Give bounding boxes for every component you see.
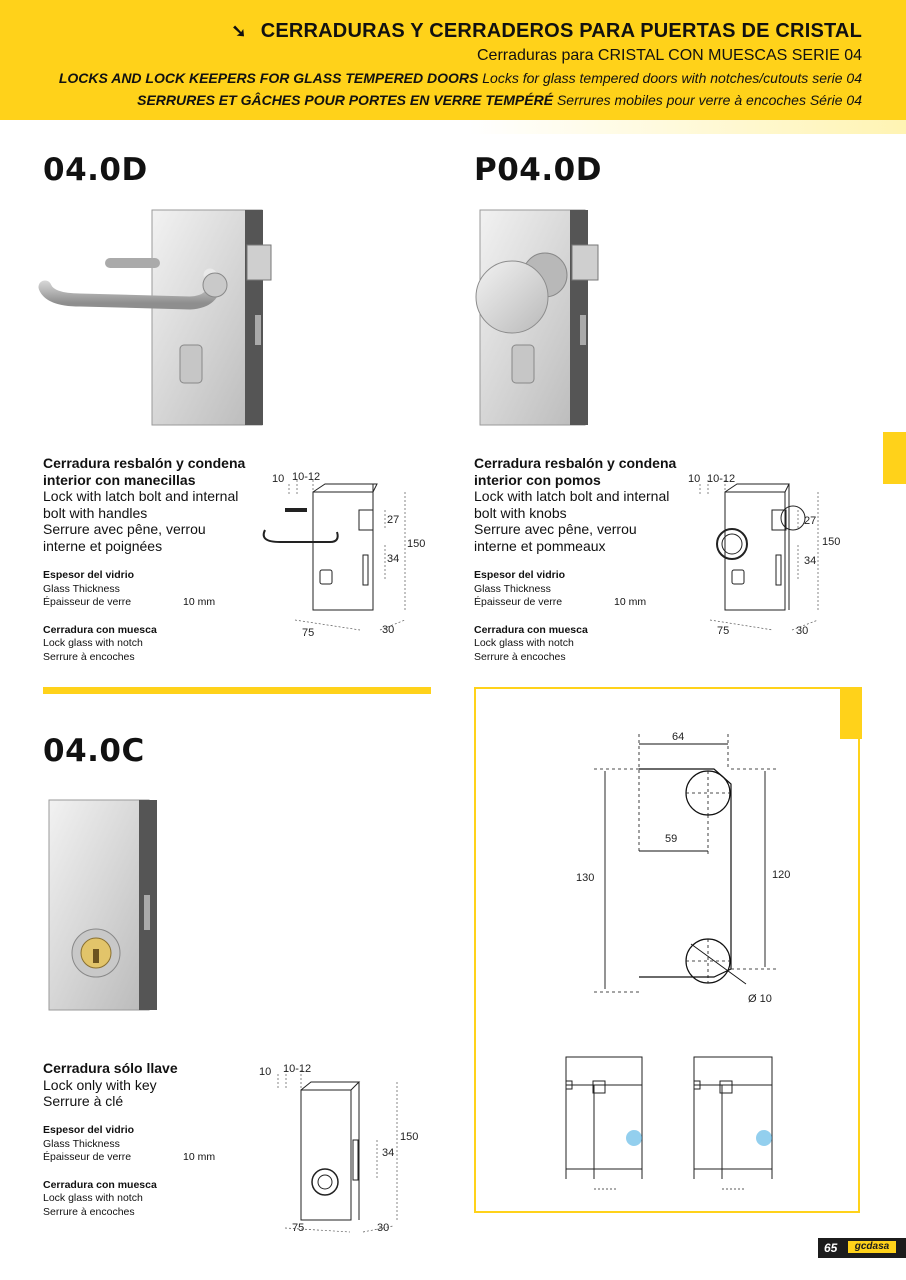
thickness-value: 10 mm <box>614 596 647 608</box>
product-1-specs: Espesor del vidrio Glass Thickness Épaisseur de verre 10 mm Cerradura con muesca Lock glass with notch Serrure à encoches <box>43 569 216 663</box>
cutout-dimension-drawing <box>476 689 858 1211</box>
header-title-es: ➘ CERRADURAS Y CERRADEROS PARA PUERTAS DE CRISTAL <box>231 20 862 42</box>
dim-120: 120 <box>772 869 791 881</box>
dim-150: 150 <box>822 536 841 548</box>
page-header <box>0 0 906 120</box>
dim-34: 34 <box>804 555 817 567</box>
dim-34: 34 <box>382 1147 395 1159</box>
dim-glass: 10 <box>272 473 285 485</box>
dim-130: 130 <box>576 872 595 884</box>
marker-dot-2 <box>756 1130 772 1146</box>
lock-knobs-photo <box>470 205 610 430</box>
dim-64: 64 <box>672 731 685 743</box>
dim-75: 75 <box>717 625 730 637</box>
lock-handles-photo <box>40 205 280 430</box>
dim-glass: 10 <box>259 1066 272 1078</box>
lock-key-drawing <box>255 1060 435 1240</box>
dim-75: 75 <box>302 627 315 639</box>
product-code-04-0c: 04.0C <box>43 733 145 769</box>
section-tab <box>883 432 906 484</box>
product-2-description: Cerradura resbalón y condena interior con pomos Lock with latch bolt and internal bolt with knobs Serrure avec pêne, verrou interne et pommeaux <box>474 455 677 554</box>
dim-27: 27 <box>804 515 817 527</box>
arrow-icon: ➘ <box>231 21 247 41</box>
dim-glass: 10 <box>688 473 701 485</box>
lock-knobs-drawing <box>680 470 860 640</box>
dim-34: 34 <box>387 553 400 565</box>
thickness-value: 10 mm <box>183 596 216 608</box>
header-title-fr: SERRURES ET GÂCHES POUR PORTES EN VERRE TEMPÉRÉ Serrures mobiles pour verre à encoches Série 04 <box>137 92 862 108</box>
brand-logo: gcdasa <box>848 1241 896 1253</box>
product-code-04-0d: 04.0D <box>43 152 148 188</box>
dim-30: 30 <box>377 1222 390 1234</box>
product-3-description: Cerradura sólo llave Lock only with key Serrure à clé <box>43 1060 178 1109</box>
product-code-p04-0d: P04.0D <box>474 152 602 188</box>
header-fade-strip <box>470 120 906 134</box>
product-2-specs: Espesor del vidrio Glass Thickness Épaisseur de verre 10 mm Cerradura con muesca Lock glass with notch Serrure à encoches <box>474 569 647 663</box>
dim-diameter: Ø 10 <box>748 993 772 1005</box>
header-subtitle-es: Cerraduras para CRISTAL CON MUESCAS SERIE 04 <box>476 47 862 64</box>
dim-30: 30 <box>382 624 395 636</box>
header-title-en: LOCKS AND LOCK KEEPERS FOR GLASS TEMPERED DOORS Locks for glass tempered doors with notches/cutouts serie 04 <box>58 70 862 86</box>
dim-27: 27 <box>387 514 400 526</box>
dim-range: 10-12 <box>707 473 736 485</box>
product-1-description: Cerradura resbalón y condena interior con manecillas Lock with latch bolt and internal bolt with handles Serrure avec pêne, verrou interne et poignées <box>43 455 246 554</box>
dim-range: 10-12 <box>283 1063 312 1075</box>
page-number: 65 <box>824 1241 838 1255</box>
section-divider <box>43 687 431 694</box>
thickness-value: 10 mm <box>183 1151 216 1163</box>
dim-150: 150 <box>400 1131 419 1143</box>
dim-150: 150 <box>407 538 426 550</box>
page-footer <box>818 1238 906 1258</box>
product-3-specs: Espesor del vidrio Glass Thickness Épaisseur de verre 10 mm Cerradura con muesca Lock glass with notch Serrure à encoches <box>43 1124 216 1218</box>
dim-59: 59 <box>665 833 678 845</box>
dim-75: 75 <box>292 1222 305 1234</box>
lock-key-photo <box>44 795 169 1015</box>
marker-dot-1 <box>626 1130 642 1146</box>
lock-handles-drawing <box>255 470 435 640</box>
dim-30: 30 <box>796 625 809 637</box>
dim-range: 10-12 <box>292 471 321 483</box>
